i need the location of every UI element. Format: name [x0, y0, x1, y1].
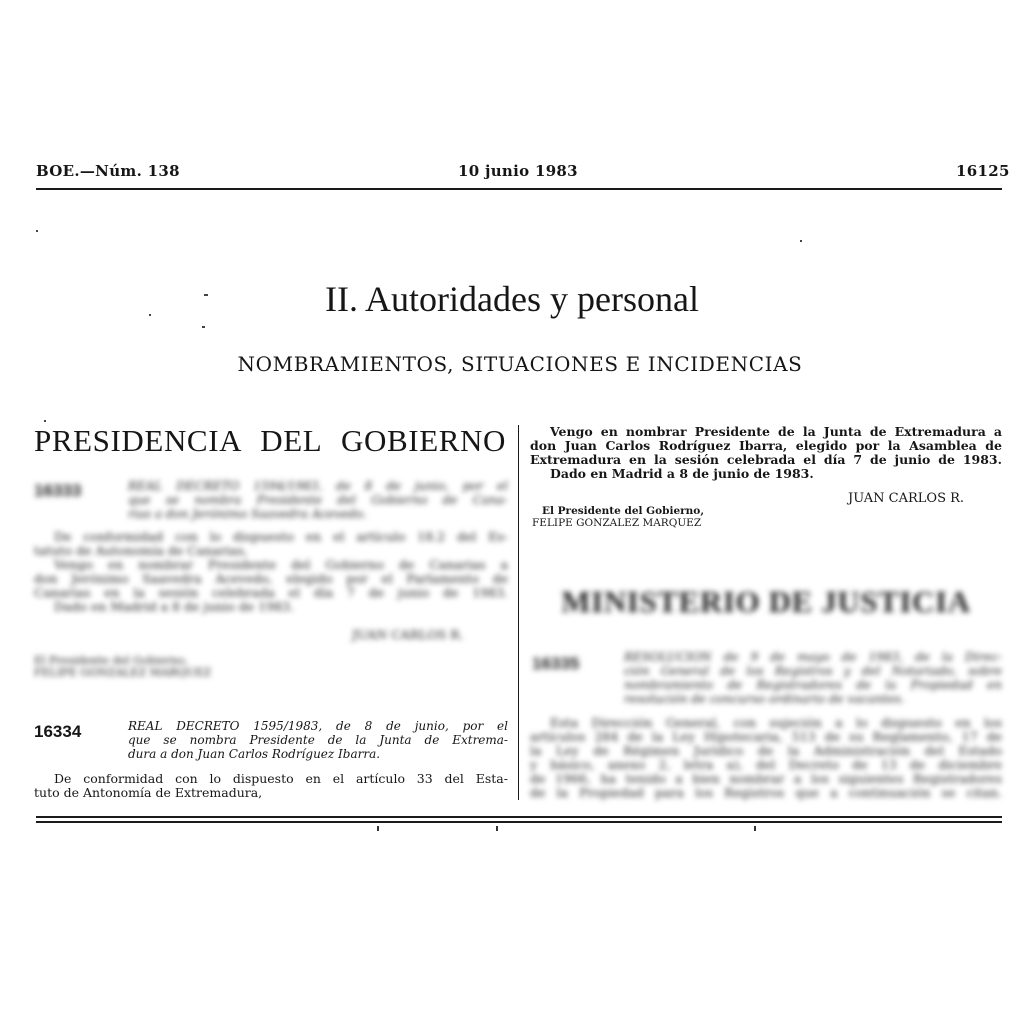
- entry-16333-body-line: Dado en Madrid a 8 de junio de 1983.: [54, 599, 294, 614]
- entry-number-16334: 16334: [34, 722, 82, 741]
- entry-16335-title: [624, 650, 1002, 706]
- print-mark: [754, 826, 756, 831]
- right-body-line: Extremadura en la sesión celebrada el día 7 de junio de 1983.: [530, 452, 1002, 467]
- entry-16333-body-line: Vengo en nombrar Presidente del Gobierno de Canarias a: [54, 557, 508, 572]
- ministry-heading-justicia: MINISTERIO DE JUSTICIA: [561, 584, 971, 619]
- entry-number-16335: 16335: [532, 654, 580, 673]
- section-title: II. Autoridades y personal: [325, 279, 699, 319]
- entry-16333-title-line: rias a don Jerónimo Saavedra Acevedo.: [128, 507, 367, 521]
- scan-speck: [202, 326, 205, 328]
- entry-16334-title-line: dura a don Juan Carlos Rodríguez Ibarra.: [128, 747, 381, 761]
- header-date: 10 junio 1983: [458, 162, 578, 180]
- right-signer-line: El Presidente del Gobierno,: [542, 505, 704, 517]
- ministry-heading-presidencia: PRESIDENCIA DEL GOBIERNO: [34, 423, 506, 458]
- scan-speck: [204, 294, 208, 296]
- entry-16335-body-line: artículos 284 de la Ley Hipotecaria, 513 de su Reglamento, 17 de: [530, 729, 1002, 744]
- entry-16333-title: [128, 479, 508, 521]
- entry-16334-title-line: REAL DECRETO 1595/1983, de 8 de junio, por el: [128, 719, 508, 733]
- right-signer: [532, 505, 704, 529]
- entry-16334-body-line: tuto de Antonomía de Extremadura,: [34, 785, 263, 800]
- entry-16333-title-line: REAL DECRETO 1594/1983, de 8 de junio, por el: [128, 479, 508, 493]
- column-divider: [518, 425, 519, 800]
- header-page-number: 16125: [956, 162, 1010, 180]
- entry-16333-body-line: don Jerónimo Saavedra Acevedo, elegido por el Parlamento de: [34, 571, 508, 586]
- entry-16335-body-line: la Ley de Régimen Jurídico de la Administración del Estado: [530, 743, 1002, 758]
- entry-number-16333: 16333: [34, 481, 82, 500]
- right-body-line: don Juan Carlos Rodríguez Ibarra, elegido por la Asamblea de: [530, 438, 1002, 453]
- print-mark: [496, 826, 498, 831]
- entry-16334-title-line: que se nombra Presidente de la Junta de Extrema-: [128, 733, 508, 747]
- section-subtitle: NOMBRAMIENTOS, SITUACIONES E INCIDENCIAS: [237, 352, 803, 376]
- scan-speck: [44, 420, 46, 422]
- scan-speck: [36, 230, 38, 232]
- entry-16334-title: [128, 719, 508, 761]
- entry-16335-title-line: RESOLUCION de 9 de mayo de 1983, de la Direc-: [624, 650, 1002, 664]
- header-bulletin-number: BOE.—Núm. 138: [36, 162, 180, 180]
- entry-16335-title-line: resolución de concurso ordinario de vacantes.: [624, 692, 905, 706]
- header-rule: [36, 188, 1002, 190]
- right-signature: JUAN CARLOS R.: [848, 491, 965, 506]
- right-column-body: [530, 425, 1002, 481]
- print-mark: [377, 826, 379, 831]
- right-body-line: Dado en Madrid a 8 de junio de 1983.: [550, 466, 814, 481]
- entry-16333-signer-line: El Presidente del Gobierno,: [34, 654, 188, 667]
- entry-16333-body-line: De conformidad con lo dispuesto en el artículo 18.2 del Es-: [54, 529, 508, 544]
- footer-rule-bottom: [36, 821, 1002, 823]
- entry-16335-body-line: y básico, anexo 2, letra a), del Decreto de 13 de diciembre: [530, 757, 1002, 772]
- entry-16335-title-line: ción General de los Registros y del Notariado, sobre: [624, 664, 1002, 678]
- entry-16334-body-line: De conformidad con lo dispuesto en el artículo 33 del Esta-: [54, 771, 508, 786]
- entry-16333-body: [34, 530, 508, 614]
- entry-16333-body-line: tatuto de Autonomía de Canarias,: [34, 543, 248, 558]
- entry-16335-body-line: Esta Dirección General, con sujeción a lo dispuesto en los: [550, 715, 1002, 730]
- entry-16333-title-line: que se nombra Presidente del Gobierno de Cana-: [128, 493, 508, 507]
- right-signer-line: FELIPE GONZALEZ MARQUEZ: [532, 517, 702, 529]
- entry-16335-title-line: nombramiento de Registradores de la Propiedad en: [624, 678, 1002, 692]
- entry-16335-body: [530, 716, 1002, 800]
- scan-speck: [149, 314, 151, 316]
- right-body-line: Vengo en nombrar Presidente de la Junta de Extremadura a: [550, 424, 1002, 439]
- entry-16333-signature: JUAN CARLOS R.: [352, 627, 464, 642]
- scan-speck: [800, 240, 802, 242]
- footer-rule-top: [36, 816, 1002, 818]
- entry-16335-body-line: de la Propiedad para los Registros que a continuación se citan.: [530, 785, 1002, 800]
- entry-16333-signer-line: FELIPE GONZALEZ MARQUEZ: [34, 666, 212, 679]
- entry-16333-body-line: Canarias en la sesión celebrada el día 7 de junio de 1983.: [34, 585, 508, 600]
- entry-16335-body-line: de 1966, ha tenido a bien nombrar a los siguientes Registradores: [530, 771, 1002, 786]
- entry-16334-body: [34, 772, 508, 800]
- entry-16333-signer: [34, 655, 211, 679]
